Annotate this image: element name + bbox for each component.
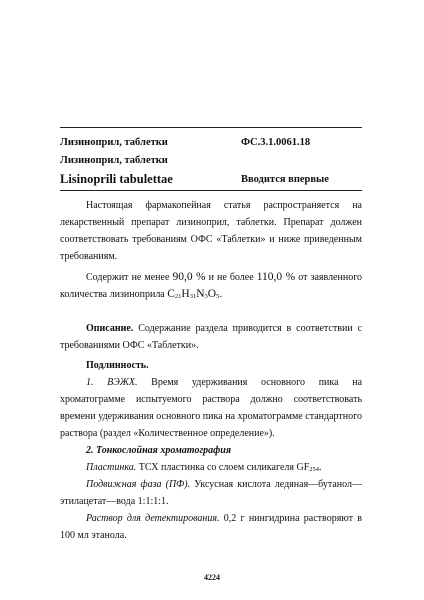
header-title-ru: Лизиноприл, таблетки xyxy=(60,137,168,148)
mobile-phase-text: Уксусная кислота ледяная—бутанол—этилацетат—вода 1:1:1:1. xyxy=(60,479,363,507)
content-max-value: 110,0 % xyxy=(256,271,296,283)
page-number: 4224 xyxy=(204,573,220,582)
plate-paragraph: Пластинка. ТСХ пластинка со слоем силикагеля $GF_{254}$. xyxy=(86,462,322,473)
article-code: ФС.3.1.0061.18 xyxy=(241,137,311,148)
hplc-label: 1. ВЭЖХ. xyxy=(86,377,138,388)
body-text xyxy=(60,197,362,544)
description-text: Содержание раздела приводится в соответствии с требованиями ОФС «Таблетки». xyxy=(60,323,363,351)
authenticity-heading: Подлинность. xyxy=(86,360,149,371)
content-mid: и не более xyxy=(208,272,254,283)
hplc-text: Время удерживания основного пика на хроматограмме испытуемого раствора должно соответствовать времени удерживания основного пика на хроматограмме стандартного раствора (раздел «Количественное определение»). xyxy=(60,377,363,439)
header-top-rule xyxy=(60,127,362,128)
content-min-value: 90,0 % xyxy=(172,271,206,283)
tlc-heading: 2. Тонкослойная хроматография xyxy=(86,445,231,456)
header-bottom-rule xyxy=(60,190,362,191)
plate-label: Пластинка. xyxy=(86,462,137,473)
plate-text: ТСХ пластинка со слоем силикагеля GF xyxy=(138,462,310,473)
mobile-phase-paragraph xyxy=(60,476,362,510)
detection-paragraph xyxy=(60,510,362,544)
detection-text: 0,2 г нингидрина растворяют в 100 мл этанола. xyxy=(60,513,362,541)
content-suffix: от заявленного количества лизиноприла xyxy=(60,272,363,300)
description-paragraph xyxy=(60,320,362,354)
description-label: Описание. xyxy=(86,323,134,334)
detection-label: Раствор для детектирования. xyxy=(86,513,220,524)
header-title-latin: Lisinoprili tabulettae xyxy=(60,172,173,186)
mobile-phase-label: Подвижная фаза (ПФ). xyxy=(86,479,191,490)
content-paragraph xyxy=(60,269,362,303)
intro-paragraph: Настоящая фармакопейная статья распространяется на лекарственный препарат лизиноприл, таблетки. Препарат должен соответствовать требованиям ОФС «Таблетки» и ниже приведенным требованиям. xyxy=(60,200,362,262)
status-text: Вводится впервые xyxy=(241,174,329,185)
chemical-formula: $C_{21}H_{31}N_3O_5$. xyxy=(167,288,223,300)
plate-subscript: 254 xyxy=(309,466,320,473)
header-title-ru-2: Лизиноприл, таблетки xyxy=(60,155,168,166)
hplc-paragraph xyxy=(60,374,362,442)
content-prefix: Содержит не менее xyxy=(86,272,170,283)
